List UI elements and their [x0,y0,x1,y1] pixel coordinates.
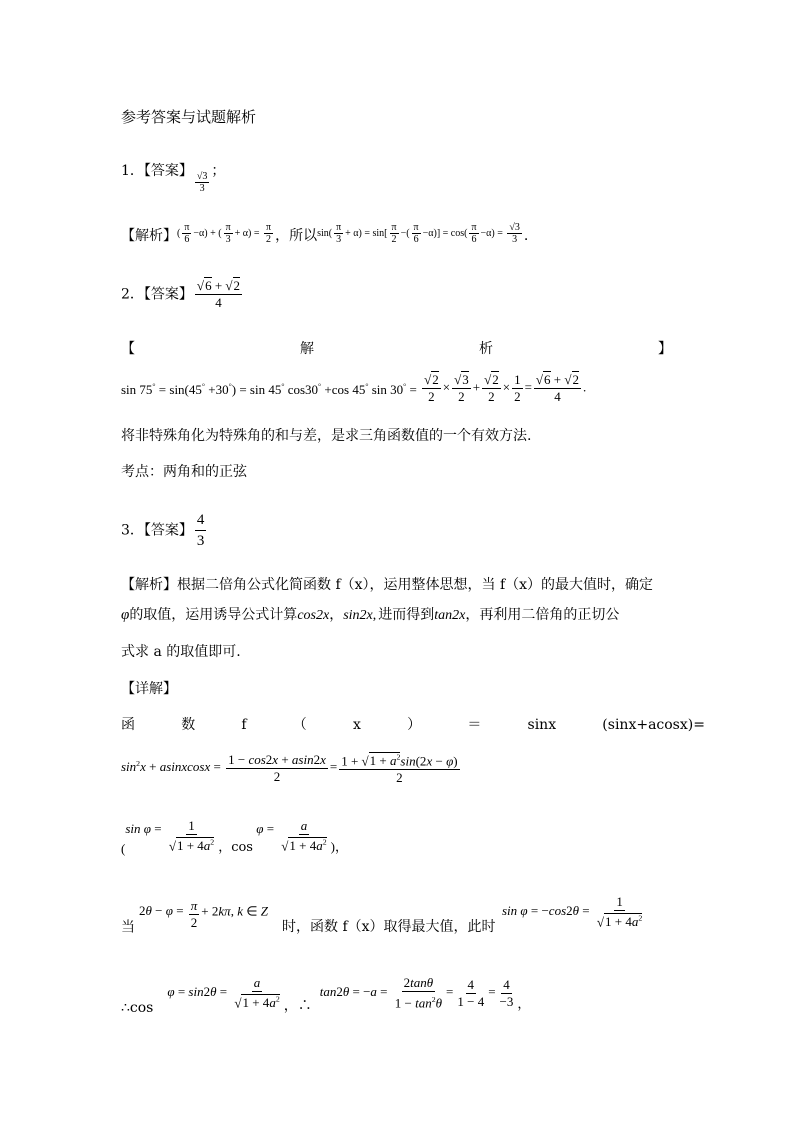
q2-answer [121,278,244,311]
q3-func-word: (sinx+acosx)= [602,717,705,733]
q3-therefore-tail: ， [517,996,531,1012]
q3-func-word: f [241,717,247,733]
q3-cond-close: )， [330,839,349,855]
q3-detail-label: 【详解】 [121,681,177,697]
q3-when: 当 [121,919,135,936]
q3-when-expr2: sin φ = −cos2θ = $\frac{1}{√1 + 4a^2}$ [502,894,643,930]
q1-answer [121,162,225,194]
q3-comma: ， [329,607,344,623]
q2-analysis-char2: 析 [479,341,493,357]
q1-analysis-expr2: sin( π 3 + α) = sin[ π 2 −( π 6 −α)] = cos( π 6 −α) = √3 3 [317,222,520,245]
q3-phi: φ [121,607,130,623]
q2-answer-label: 2．【答案】 [121,286,193,303]
q2-kaodian: 考点：两角和的正弦 [121,464,247,480]
q3-analysis-label: 【解析】 [121,577,177,593]
q1-answer-label: 1．【答案】 [121,163,193,179]
q2-note: 将非特殊角化为特殊角的和与差，是求三角函数值的一个有效方法. [121,428,532,444]
q2-answer-value: $\frac{√6 + √2}{4}$ [196,278,241,310]
q3-analysis-text1: 根据二倍角公式化简函数 f（x），运用整体思想，当 f（x）的最大值时，确定 [177,577,654,593]
q3-therefore-mid: ，∴ [283,998,312,1015]
q3-analysis-line2: φ的取值，运用诱导公式计算cos2x，sin2x, 进而得到tan2x，再利用二倍角的正切公 [121,607,620,623]
q3-answer-label: 3．【答案】 [121,522,193,539]
q3-therefore-line: ∴cosφ = sin2θ = $\frac{a}{√1 + 4a^2}$ ，∴tan2θ = −a = $\frac{2\tan\theta}{1 - \tan^2\theta}$ = $\frac{4}{1 - 4}$ = $\frac{4}{-3}$ ， [121,975,531,1017]
q3-when-mid: 时，函数 f（x）取得最大值，此时 [282,919,496,936]
q2-analysis-heading [121,340,672,358]
q3-analysis-line3: 式求 a 的取值即可. [121,644,241,660]
q1-analysis-mid: ，所以 [275,227,318,244]
q1-analysis [121,222,528,245]
q2-formula: sin 75° = sin(45° +30°) = sin 45° cos30° +cos 45° sin 30° = $\frac{√2}{2}$ × $\frac{√3}{2}$ + $\frac{√2}{2}$ × $\frac{1}{2}$ = $\frac{√6 + √2}{4}$ . [121,372,587,404]
q3-sin2x: sin2x [343,608,373,623]
q2-analysis-char1: 解 [300,341,314,357]
q3-answer-value: $\frac{4}{3}$ [196,512,205,549]
q1-analysis-expr1: ( π 6 −α) + ( π 3 + α) = π 2 [177,222,272,245]
q1-answer-tail: ； [211,163,226,179]
q3-func-word: （ [292,717,307,733]
q2-bracket-open: 【 [121,341,135,357]
q3-func-word: x [353,717,361,733]
q1-analysis-tail: . [523,227,529,244]
q1-analysis-label: 【解析】 [121,227,177,244]
q2-bracket-close: 】 [658,341,672,357]
q3-eq1: $\sin^2x$ + asinxcosx = $\frac{1 - \cos 2x + asin2x}{2}$ = $\frac{1 + √1 + a^2\sin(2x - \varphi)}{2}$ [121,751,458,786]
q3-func-word: 数 [181,717,196,733]
q3-text2b: 进而得到 [378,607,435,623]
q3-func-word: sinx [527,717,557,733]
q3-function-line [121,716,705,734]
q3-func-word: 函 [121,717,135,733]
q3-answer [121,510,208,551]
q3-cond-open: ( [121,841,126,857]
q3-when-line: 当2θ − φ = $\frac{\pi}{2}$ + 2kπ, k ∈ Z时，函数 f（x）取得最大值，此时 [121,898,496,936]
q3-func-word: ＝ [467,717,482,733]
q1-answer-value: $\frac{√3}{3}$ [196,171,208,194]
q3-therefore1: ∴cos [121,1000,154,1017]
q3-text2c: ，再利用二倍角的正切公 [465,607,620,623]
q3-analysis-line1 [121,576,653,594]
q3-cond-mid: ，cos [218,840,253,856]
q3-func-word: ） [407,717,422,733]
q3-tan2x: tan2x [434,608,466,623]
q3-text2a: 的取值，运用诱导公式计算 [129,607,298,623]
page-title: 参考答案与试题解析 [121,108,257,126]
q3-condition: (sin φ = $\frac{1}{√1 + 4a^2}$ ，cos φ = $\frac{a}{√1 + 4a^2}$ )， [121,818,349,857]
q3-cos2x: cos2x [297,608,330,623]
